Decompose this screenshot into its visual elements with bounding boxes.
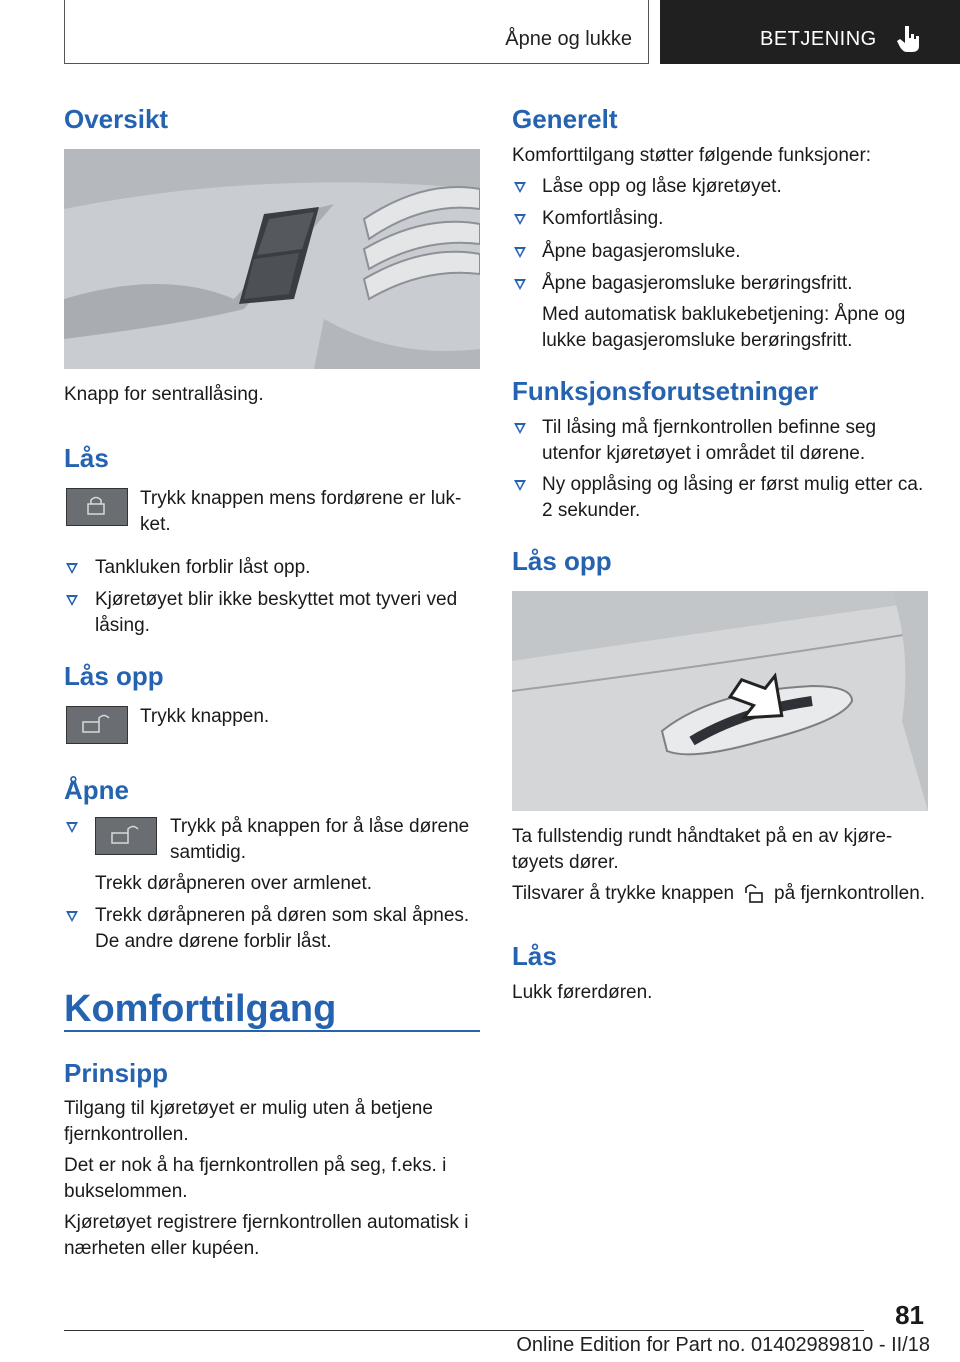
heading-komforttilgang: Komforttilgang xyxy=(64,988,337,1030)
heading-oversikt: Oversikt xyxy=(64,104,169,134)
prinsipp-line-1: Tilgang til kjøretøyet er mulig uten å betjene xyxy=(64,1098,433,1119)
bullet-icon xyxy=(514,480,526,491)
lock-button-image xyxy=(66,488,128,526)
door-panel-photo xyxy=(64,149,480,369)
heading-apne: Åpne xyxy=(64,775,129,805)
section-title: BETJENING xyxy=(760,28,877,50)
heading-las: Lås xyxy=(64,443,109,473)
bullet-icon xyxy=(66,595,78,606)
generelt-bullet-2: Komfortlåsing. xyxy=(542,208,664,229)
las-text-2: ket. xyxy=(140,514,171,535)
prinsipp-line-6: nærheten eller kupéen. xyxy=(64,1238,260,1259)
las-opp-line-2: tøyets dører. xyxy=(512,852,619,873)
las-opp-line-3a: Tilsvarer å trykke knappen xyxy=(512,883,735,904)
las-opp-line-1: Ta fullstendig rundt håndtaket på en av kjøre- xyxy=(512,826,893,847)
funk-bullet-1-line-1: Til låsing må fjernkontrollen befinne seg xyxy=(542,417,877,438)
heading-las-right: Lås xyxy=(512,941,557,971)
las-bullet-1: Tankluken forblir låst opp. xyxy=(95,557,311,578)
heading-prinsipp: Prinsipp xyxy=(64,1058,169,1088)
funk-bullet-2-line-1: Ny opplåsing og låsing er først mulig etter ca. xyxy=(542,474,924,495)
bullet-icon xyxy=(514,423,526,434)
funk-bullet-1-line-2: utenfor kjøretøyet i området til dørene. xyxy=(542,443,866,464)
prinsipp-line-3: Det er nok å ha fjernkontrollen på seg, f.eks. i xyxy=(64,1155,447,1176)
apne-bullet-2-line-2: De andre dørene forblir låst. xyxy=(95,931,332,952)
heading-generelt: Generelt xyxy=(512,104,618,134)
prinsipp-line-2: fjernkontrollen. xyxy=(64,1124,189,1145)
las-text-right: Lukk førerdøren. xyxy=(512,982,653,1003)
prinsipp-line-4: bukselommen. xyxy=(64,1181,188,1202)
heading-rule xyxy=(64,1030,480,1032)
heading-funksjonsforutsetninger: Funksjonsforutsetninger xyxy=(512,376,819,406)
apne-bullet-1-line-2: samtidig. xyxy=(170,842,247,863)
generelt-sub-2: lukke bagasjeromsluke berøringsfritt. xyxy=(542,330,853,351)
funk-bullet-2-line-2: 2 sekunder. xyxy=(542,500,641,521)
generelt-intro: Komforttilgang støtter følgende funksjoner: xyxy=(512,145,872,166)
bullet-icon xyxy=(514,214,526,225)
generelt-sub-1: Med automatisk baklukebetjening: Åpne og xyxy=(542,304,906,325)
heading-las-opp: Lås opp xyxy=(64,661,164,691)
apne-bullet-1-line-3: Trekk døråpneren over armlenet. xyxy=(95,873,373,894)
prinsipp-line-5: Kjøretøyet registrere fjernkontrollen automatisk i xyxy=(64,1212,469,1233)
las-opp-line-3b: på fjernkontrollen. xyxy=(774,883,926,904)
bullet-icon xyxy=(66,563,78,574)
apne-bullet-1-line-1: Trykk på knappen for å låse dørene xyxy=(170,816,470,837)
generelt-bullet-1: Låse opp og låse kjøretøyet. xyxy=(542,176,782,197)
chapter-title: Åpne og lukke xyxy=(505,28,632,50)
footer-rule xyxy=(64,1330,864,1331)
heading-las-opp-right: Lås opp xyxy=(512,546,612,576)
unlock-button-image xyxy=(66,706,128,744)
bullet-icon xyxy=(66,911,78,922)
oversikt-caption: Knapp for sentrallåsing. xyxy=(64,384,264,405)
las-bullet-2: Kjøretøyet blir ikke beskyttet mot tyveri ved xyxy=(95,589,458,610)
unlock-button-image xyxy=(95,817,157,855)
generelt-bullet-3: Åpne bagasjeromsluke. xyxy=(542,241,741,262)
bullet-icon xyxy=(514,247,526,258)
header-title-box xyxy=(64,0,649,64)
page-number: 81 xyxy=(895,1300,924,1330)
header-section-box xyxy=(660,0,960,64)
unlock-icon xyxy=(742,880,766,906)
las-opp-text: Trykk knappen. xyxy=(140,706,270,727)
door-handle-photo xyxy=(512,591,928,811)
pointing-hand-icon xyxy=(896,24,924,54)
las-text-1: Trykk knappen mens fordørene er luk- xyxy=(140,488,462,509)
las-bullet-2b: låsing. xyxy=(95,615,150,636)
footer-edition: Online Edition for Part no. 01402989810 - II/18 xyxy=(516,1334,930,1356)
bullet-icon xyxy=(66,822,78,833)
generelt-bullet-4: Åpne bagasjeromsluke berøringsfritt. xyxy=(542,273,853,294)
apne-bullet-2-line-1: Trekk døråpneren på døren som skal åpnes. xyxy=(95,905,470,926)
bullet-icon xyxy=(514,182,526,193)
bullet-icon xyxy=(514,279,526,290)
